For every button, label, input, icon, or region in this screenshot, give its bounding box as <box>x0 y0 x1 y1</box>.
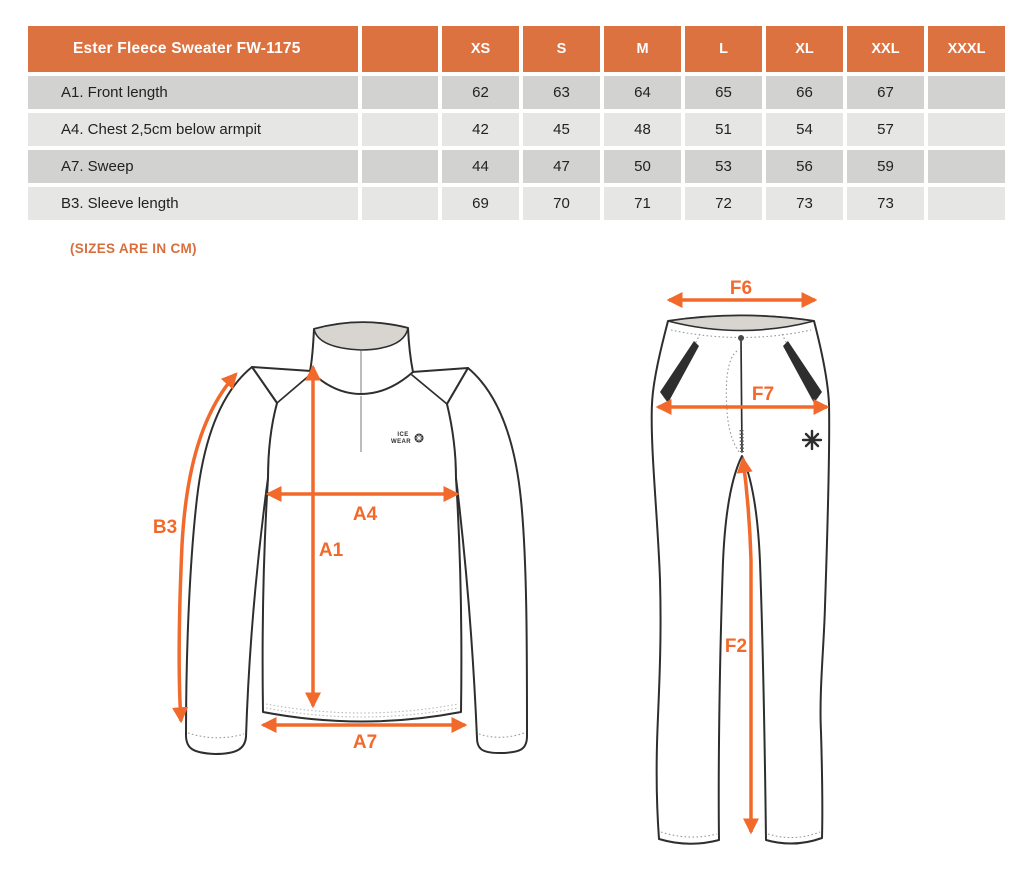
snowflake-icon <box>803 431 821 449</box>
f6-label: F6 <box>729 278 753 299</box>
value-cell: 51 <box>685 113 762 146</box>
value-cell: 65 <box>685 76 762 109</box>
a7-label: A7 <box>352 732 378 753</box>
row-label-cell: B3. Sleeve length <box>28 187 358 220</box>
sweater-diagram <box>153 322 527 754</box>
value-cell: 42 <box>442 113 519 146</box>
header-spacer-cell <box>362 26 438 72</box>
value-cell <box>928 76 1005 109</box>
a4-label: A4 <box>352 504 378 525</box>
value-cell <box>928 187 1005 220</box>
value-cell: 73 <box>766 187 843 220</box>
value-cell <box>928 150 1005 183</box>
value-cell: 72 <box>685 187 762 220</box>
value-cell <box>928 113 1005 146</box>
row-label-cell: A7. Sweep <box>28 150 358 183</box>
logo-text-wear: WEAR <box>391 439 411 445</box>
size-header-xxxl: XXXL <box>928 26 1005 72</box>
waist-button <box>738 335 744 341</box>
sweater-body <box>252 367 468 722</box>
size-header-xs: XS <box>442 26 519 72</box>
size-header-m: M <box>604 26 681 72</box>
spacer-cell <box>362 113 438 146</box>
value-cell: 44 <box>442 150 519 183</box>
logo-text-ice: ICE <box>397 432 409 438</box>
pants-body <box>652 316 830 844</box>
b3-label: B3 <box>152 517 178 538</box>
value-cell: 67 <box>847 76 924 109</box>
a1-label: A1 <box>318 540 344 561</box>
value-cell: 50 <box>604 150 681 183</box>
units-note: (SIZES ARE IN CM) <box>70 241 197 256</box>
value-cell: 54 <box>766 113 843 146</box>
center-front-seam <box>741 340 742 452</box>
value-cell: 63 <box>523 76 600 109</box>
value-cell: 71 <box>604 187 681 220</box>
value-cell: 45 <box>523 113 600 146</box>
f2-label: F2 <box>724 636 748 657</box>
row-label-cell: A4. Chest 2,5cm below armpit <box>28 113 358 146</box>
value-cell: 53 <box>685 150 762 183</box>
value-cell: 48 <box>604 113 681 146</box>
value-cell: 56 <box>766 150 843 183</box>
size-header-xl: XL <box>766 26 843 72</box>
product-title-cell: Ester Fleece Sweater FW-1175 <box>28 26 358 72</box>
value-cell: 64 <box>604 76 681 109</box>
value-cell: 70 <box>523 187 600 220</box>
spacer-cell <box>362 76 438 109</box>
size-header-l: L <box>685 26 762 72</box>
measurement-diagrams <box>0 270 1034 888</box>
value-cell: 69 <box>442 187 519 220</box>
size-header-s: S <box>523 26 600 72</box>
size-table <box>28 26 1005 220</box>
spacer-cell <box>362 187 438 220</box>
row-label-cell: A1. Front length <box>28 76 358 109</box>
value-cell: 62 <box>442 76 519 109</box>
value-cell: 66 <box>766 76 843 109</box>
pants-diagram <box>652 278 830 844</box>
f7-label: F7 <box>751 384 775 405</box>
size-header-xxl: XXL <box>847 26 924 72</box>
value-cell: 73 <box>847 187 924 220</box>
spacer-cell <box>362 150 438 183</box>
value-cell: 59 <box>847 150 924 183</box>
value-cell: 57 <box>847 113 924 146</box>
value-cell: 47 <box>523 150 600 183</box>
